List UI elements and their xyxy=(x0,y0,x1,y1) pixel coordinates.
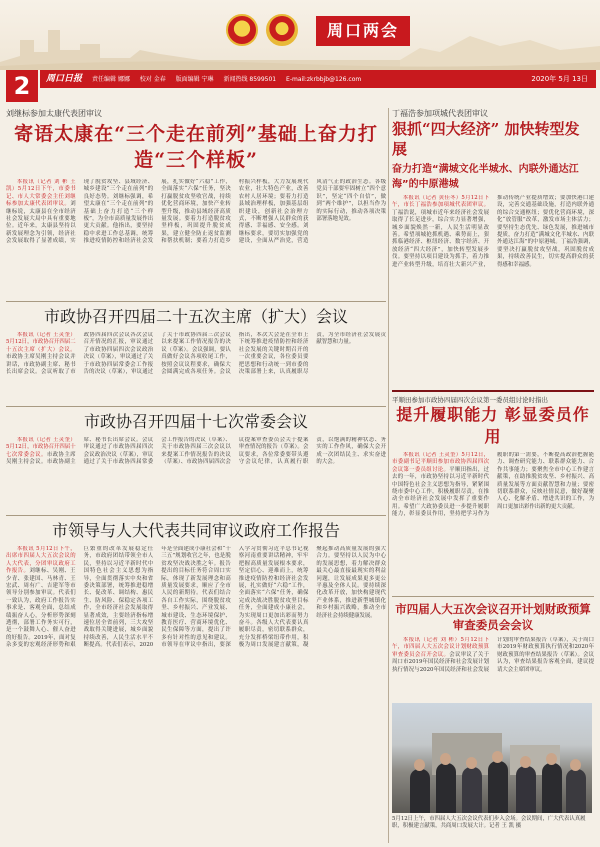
right-column xyxy=(392,108,594,843)
column-divider xyxy=(388,108,389,843)
edition-title: 周口两会 xyxy=(316,16,410,46)
info-item: 新闻热线 8599501 xyxy=(223,76,277,83)
right3-article xyxy=(392,637,594,699)
story2-byline: 本报讯（记者 王灵奎）5月12日，市政协召开四届二十五次主席（扩大）会议。 xyxy=(6,332,76,353)
right1-byline: 本报讯（记者 黄佳冬）5月12日下午，市长丁福浩参加项城代表团审议。 xyxy=(392,195,489,209)
story2-body: 市政协主席吴刚主持会议并讲话，市政协副主席、秘书长出席会议。会议听取了市政协四届四次会议各次会议召开情况的汇报，审议通过了市政协四届四次会议政治决议（草案），审议通过了关于市政协四届常委会工作报告的决议（草案），审议通过了关于市政协四届三次会议以来提案工作情况报告的决议（草案）。会议强调，要认真做好会议各项收尾工作，按照会议议程要求，确保大会圆满完成各项任务。会议指出，本次大会是在全市上下统筹推进疫情防控和经济社会发展的关键时期召开的一次重要会议，各位委员要把思想和行动统一到市委的决策部署上来，认真履职尽责，为全市经济社会发展贡献智慧和力量。 xyxy=(6,332,386,376)
story4-byline: 本报讯 5月12日下午，出席市四届人大五次会议的人大代表，分团审议政府工作报告。 xyxy=(6,546,76,575)
story3-article xyxy=(6,437,386,511)
paper-logo: 周口日报 xyxy=(46,74,83,84)
info-item: 责任编辑 娜娜 xyxy=(91,76,130,83)
right2-body: 平顺田指出，过去的一年，市政协坚持以习近平新时代中国特色社会主义思想为指导，紧紧围绕市委中心工作，积极履职尽责，在推动全市经济社会发展中发挥了重要作用。希望广大政协委员进一步提升履职能力，彰显委员作用，坚持把学习作为履职的第一需要，不断提高政治把握能力、调查研究能力、联系群众能力、合作共事能力；要聚焦全市中心工作建言献策，在助推脱贫攻坚、乡村振兴、高质量发展等方面贡献智慧和力量；要密切联系群众，反映社情民意，做好凝聚人心、化解矛盾、增进共识的工作，为周口更加出彩作出新的更大贡献。 xyxy=(392,452,594,518)
right2-headline: 提升履职能力 彰显委员作用 xyxy=(396,405,590,446)
issue-date: 2020年 5月 13日 xyxy=(531,75,588,83)
story4-article xyxy=(6,546,386,843)
story3-body: 市政协主席吴刚主持会议。市政协副主席、秘书长出席会议。会议审议通过了市政协四届四次会议政治决议（草案），审议通过了关于市政协四届常委会工作报告的决议（草案）、关于市政协四届三次会议以来提案工作情况报告的决议（草案）、市政协四届四次会议提案审查委员会关于提案审查情况的报告（草案）。会议要求，各位常委要带头遵守会议纪律，认真履行职责，以饱满的精神状态、务实的工作作风，确保大会开成一次团结民主、求实奋进的大会。 xyxy=(6,437,386,466)
story3-byline: 本报讯（记者 王灵奎）5月12日，市政协召开四届十七次常委会议。 xyxy=(6,437,76,458)
info-item: 校对 金春 xyxy=(139,76,166,83)
story4-body: 刘继标、吴刚、王少青、张建国、马林青、王宏武、周有广、吉建军等市领导分别参加审议。代表们一致认为，政府工作报告实事求是、客观全面，总结成绩振奋人心，分析形势深刻透彻，部署工作务实可行，是一个鼓舞人心、催人奋进的好报告。2019年，面对复杂多变的宏观经济形势和艰巨繁重的改革发展稳定任务，市政府团结带领全市人民，坚持以习近平新时代中国特色社会主义思想为指导，全面贯彻落实中央和省委决策部署，统筹推进稳增长、促改革、调结构、惠民生、防风险、保稳定各项工作，全市经济社会发展取得显著成效，主要经济指标增速位居全省前列，三大攻坚战取得关键进展，城乡面貌持续改善，人民生活水平不断提高。代表们表示，2020年是全面建成小康社会和“十三五”规划收官之年，也是脱贫攻坚决战决胜之年。报告提出的目标任务符合周口实际，体现了新发展理念和高质量发展要求，顺应了全市人民的新期待。代表们结合各自工作实际，围绕脱贫攻坚、乡村振兴、产业发展、城市建设、生态环境保护、教育医疗、营商环境优化、民生保障等方面，提出了许多有针对性的意见和建议。市领导在审议中指出，要深入学习贯彻习近平总书记视察河南重要讲话精神，牢牢把握高质量发展根本要求，坚定信心、迎难而上，统筹推进疫情防控和经济社会发展，扎实做好“六稳”工作，全面落实“六保”任务，确保完成决战决胜脱贫攻坚目标任务，全面建成小康社会，为实现周口更加出彩而努力奋斗。各级人大代表要认真履职尽责，密切联系群众，充分发挥桥梁纽带作用，积极为周口发展建言献策，凝聚起推动高质量发展的强大合力。要坚持以人民为中心的发展思想，着力解决群众最关心最直接最现实的利益问题，让发展成果更多更公平惠及全体人民。要持续深化改革开放，加快构建现代产业体系，推进新型城镇化和乡村振兴战略，推动全市经济社会持续健康发展。 xyxy=(6,546,386,649)
right2-article xyxy=(392,452,594,592)
lead-kicker: 刘继标参加太康代表团审议 xyxy=(6,109,102,118)
right3-body: 会议审议了关于周口市2019年国民经济和社会发展计划执行情况与2020年国民经济和社会发展计划的审查结果报告（草案），关于周口市2019年财政预算执行情况和2020年财政预算的审查结果报告（草案）。会议认为，审查结果报告客观全面，建议提请大会主席团审议。 xyxy=(392,637,594,673)
national-emblem-icon xyxy=(226,14,258,46)
story4-headline: 市领导与人大代表共同审议政府工作报告 xyxy=(51,521,340,540)
info-item: E-mail:zkrbbjb@126.com xyxy=(286,76,362,83)
right1-kicker: 丁福浩参加项城代表团审议 xyxy=(392,109,488,118)
story3-headline: 市政协召开四届十七次常委会议 xyxy=(83,412,308,431)
page-number: 2 xyxy=(6,70,38,102)
masthead xyxy=(0,0,600,70)
left-column xyxy=(6,108,386,843)
right2-kicker: 平顺田参加市政协四届四次会议第一委员组讨论时指出 xyxy=(392,396,548,404)
story2-headline: 市政协召开四届二十五次主席（扩大）会议 xyxy=(43,307,348,326)
info-item: 版面编辑 宁琳 xyxy=(175,76,214,83)
right3-headline: 市四届人大五次会议召开计划财政预算审查委员会会议 xyxy=(395,602,591,632)
right1-body: 丁福浩说，项城市近年来经济社会发展取得了长足进步，综合实力显著增强，城乡面貌焕然一新，人民生活明显改善。希望项城抢抓机遇、乘势而上，狠抓临港经济、枢纽经济、数字经济、开放经济“四大经济”，加快转型发展步伐。要坚持以项目建设为抓手，着力推进产业转型升级，培育壮大新兴产业，推动传统产业提质增效；要加快港口建设，完善交通基础设施，打造内联外通的综合交通枢纽；要优化营商环境，深化“放管服”改革，激发市场主体活力；要坚持生态优先、绿色发展，推进城市提质，奋力打造“满城文化半城水、内联外通达江海”的中原港城。丁福浩强调，要坚决打赢脱贫攻坚战，巩固脱贫成果，持续改善民生，切实提高群众的获得感和幸福感。 xyxy=(392,195,594,268)
photo-caption: 5月12日上午，市四届人大五次会议代表们步入会场。会议期间，广大代表认真履职，积极建言献策，共商周口发展大计。记者 王 凯 摄 xyxy=(392,816,586,830)
lead-body: 刘继标说，太康县在全市经济社会发展大局中具有重要地位。近年来，太康县坚持以新发展理念为引领，经济社会发展取得了显著成绩，实现了脱贫攻坚、县域经济、城乡建设“三个走在前列”的良好态势。刘继标强调，希望太康在“三个走在前列”的基础上奋力打造“三个样板”，为全市高质量发展作出更大贡献。他指出，要坚持稳中求进工作总基调，统筹推进疫情防控和经济社会发展，扎实做好“六稳”工作，全面落实“六保”任务，坚决打赢脱贫攻坚收官战，持续优化营商环境，加快产业转型升级，推动县域经济高质量发展。要着力打造脱贫攻坚样板，巩固提升脱贫成果，建立健全防止返贫监测和帮扶机制；要着力打造乡村振兴样板，大力发展现代农业，壮大特色产业，改善农村人居环境；要着力打造县域治理样板，加强基层组织建设，创新社会治理方式，不断增强人民群众的获得感、幸福感、安全感。刘继标要求，要切实加强党的建设，全面从严治党，营造风清气正的政治生态。各级党员干部要牢固树立“四个意识”，坚定“四个自信”，做到“两个维护”，以担当作为的实际行动，推动各项决策部署落地见效。 xyxy=(6,179,386,245)
cppcc-emblem-icon xyxy=(266,14,298,46)
right1-subheadline: 奋力打造“满城文化半城水、内联外通达江海”的中原港城 xyxy=(392,164,579,190)
info-bar xyxy=(40,70,596,88)
right1-headline: 狠抓“四大经济” 加快转型发展 xyxy=(392,120,580,158)
story2-article xyxy=(6,332,386,402)
news-photo xyxy=(392,703,592,813)
city-skyline-decoration xyxy=(0,0,600,70)
right1-article xyxy=(392,195,594,387)
lead-article xyxy=(6,179,386,297)
right3-byline: 本报讯（记者 刘 彬）5月12日下午，市四届人大五次会议计划财政预算审查委员会召开会议。 xyxy=(392,637,489,658)
lead-headline: 寄语太康在“三个走在前列”基础上奋力打造“三个样板” xyxy=(14,123,378,171)
right2-byline: 本报讯（记者 王灵奎）5月12日，市委副书记平顺田参加市政协四届四次会议第一委员组讨论。 xyxy=(392,452,489,473)
lead-byline: 本报讯（记者 刘 彬 王 凯）5月12日下午，市委书记、市人大常委会主任刘继标参加太康代表团审议。 xyxy=(6,179,76,208)
